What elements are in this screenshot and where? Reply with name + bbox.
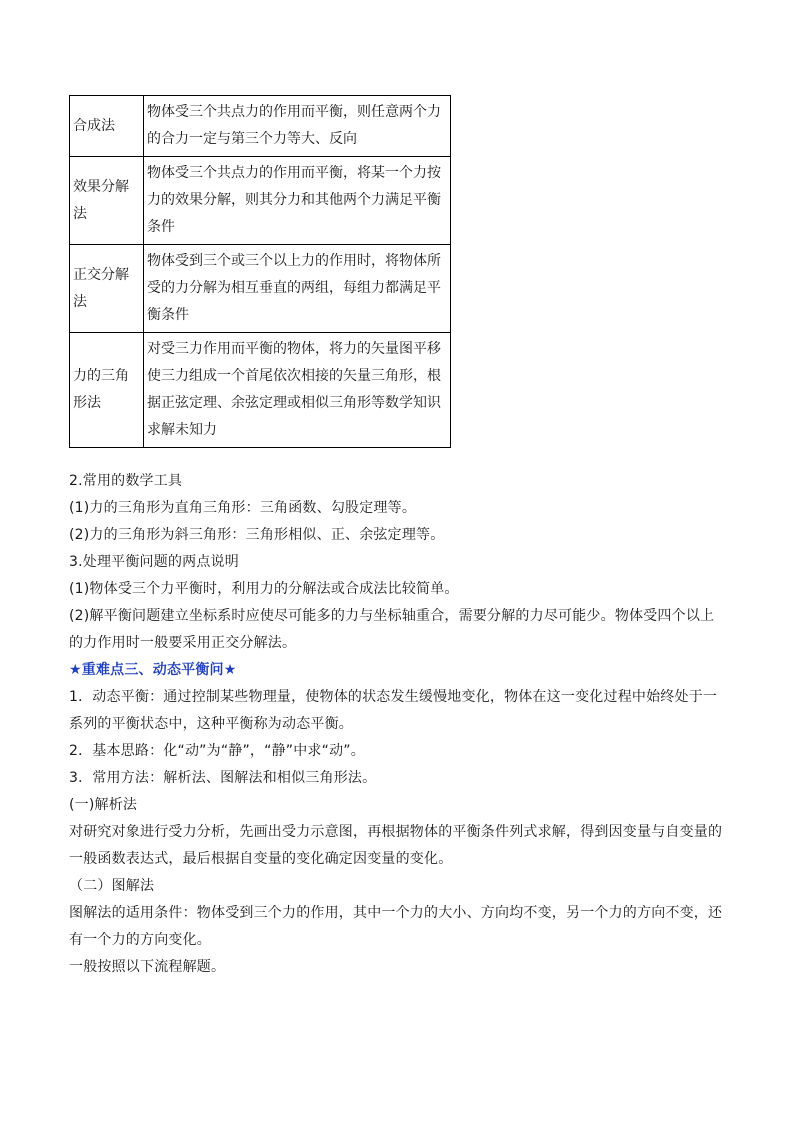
section-title-math-tools: 2.常用的数学工具 [69, 473, 183, 489]
paragraph: (1)物体受三个力平衡时，利用力的分解法或合成法比较简单。 [69, 581, 459, 597]
body-text [69, 468, 725, 981]
paragraph: (2)力的三角形为斜三角形：三角形相似、正、余弦定理等。 [69, 527, 445, 543]
method-description: 物体受三个共点力的作用而平衡，则任意两个力的合力一定与第三个力等大、反向 [144, 96, 451, 157]
paragraph: 3．常用方法：解析法、图解法和相似三角形法。 [69, 770, 377, 786]
method-name: 效果分解法 [70, 157, 144, 245]
subsection-title-analytic: (一)解析法 [69, 797, 138, 813]
paragraph: (2)解平衡问题建立坐标系时应使尽可能多的力与坐标轴重合，需要分解的力尽可能少。物体受四个以上的力作用时一般要采用正交分解法。 [69, 608, 715, 651]
section-title-notes: 3.处理平衡问题的两点说明 [69, 554, 239, 570]
paragraph: 图解法的适用条件：物体受到三个力的作用，其中一个力的大小、方向均不变，另一个力的方向不变，还有一个力的方向变化。 [69, 905, 723, 948]
paragraph: 一般按照以下流程解题。 [69, 959, 226, 975]
method-description: 物体受到三个或三个以上力的作用时，将物体所受的力分解为相互垂直的两组，每组力都满足平衡条件 [144, 245, 451, 333]
paragraph: (1)力的三角形为直角三角形：三角函数、勾股定理等。 [69, 500, 417, 516]
method-name: 合成法 [70, 96, 144, 157]
section-heading-dynamic-equilibrium: ★重难点三、动态平衡问★ [69, 662, 237, 678]
method-description: 对受三力作用而平衡的物体，将力的矢量图平移使三力组成一个首尾依次相接的矢量三角形，根据正弦定理、余弦定理或相似三角形等数学知识求解未知力 [144, 333, 451, 448]
paragraph: 2．基本思路：化“动”为“静”，“静”中求“动”。 [69, 743, 365, 759]
method-name: 正交分解法 [70, 245, 144, 333]
table-row [70, 157, 451, 245]
table-row [70, 96, 451, 157]
subsection-title-graphic: （二）图解法 [69, 878, 155, 894]
table-row [70, 333, 451, 448]
paragraph: 1．动态平衡：通过控制某些物理量，使物体的状态发生缓慢地变化，物体在这一变化过程中始终处于一系列的平衡状态中，这种平衡称为动态平衡。 [69, 689, 718, 732]
method-name: 力的三角形法 [70, 333, 144, 448]
method-description: 物体受三个共点力的作用而平衡，将某一个力按力的效果分解，则其分力和其他两个力满足平衡条件 [144, 157, 451, 245]
paragraph: 对研究对象进行受力分析，先画出受力示意图，再根据物体的平衡条件列式求解，得到因变量与自变量的一般函数表达式，最后根据自变量的变化确定因变量的变化。 [69, 824, 723, 867]
methods-table [69, 95, 451, 448]
table-row [70, 245, 451, 333]
